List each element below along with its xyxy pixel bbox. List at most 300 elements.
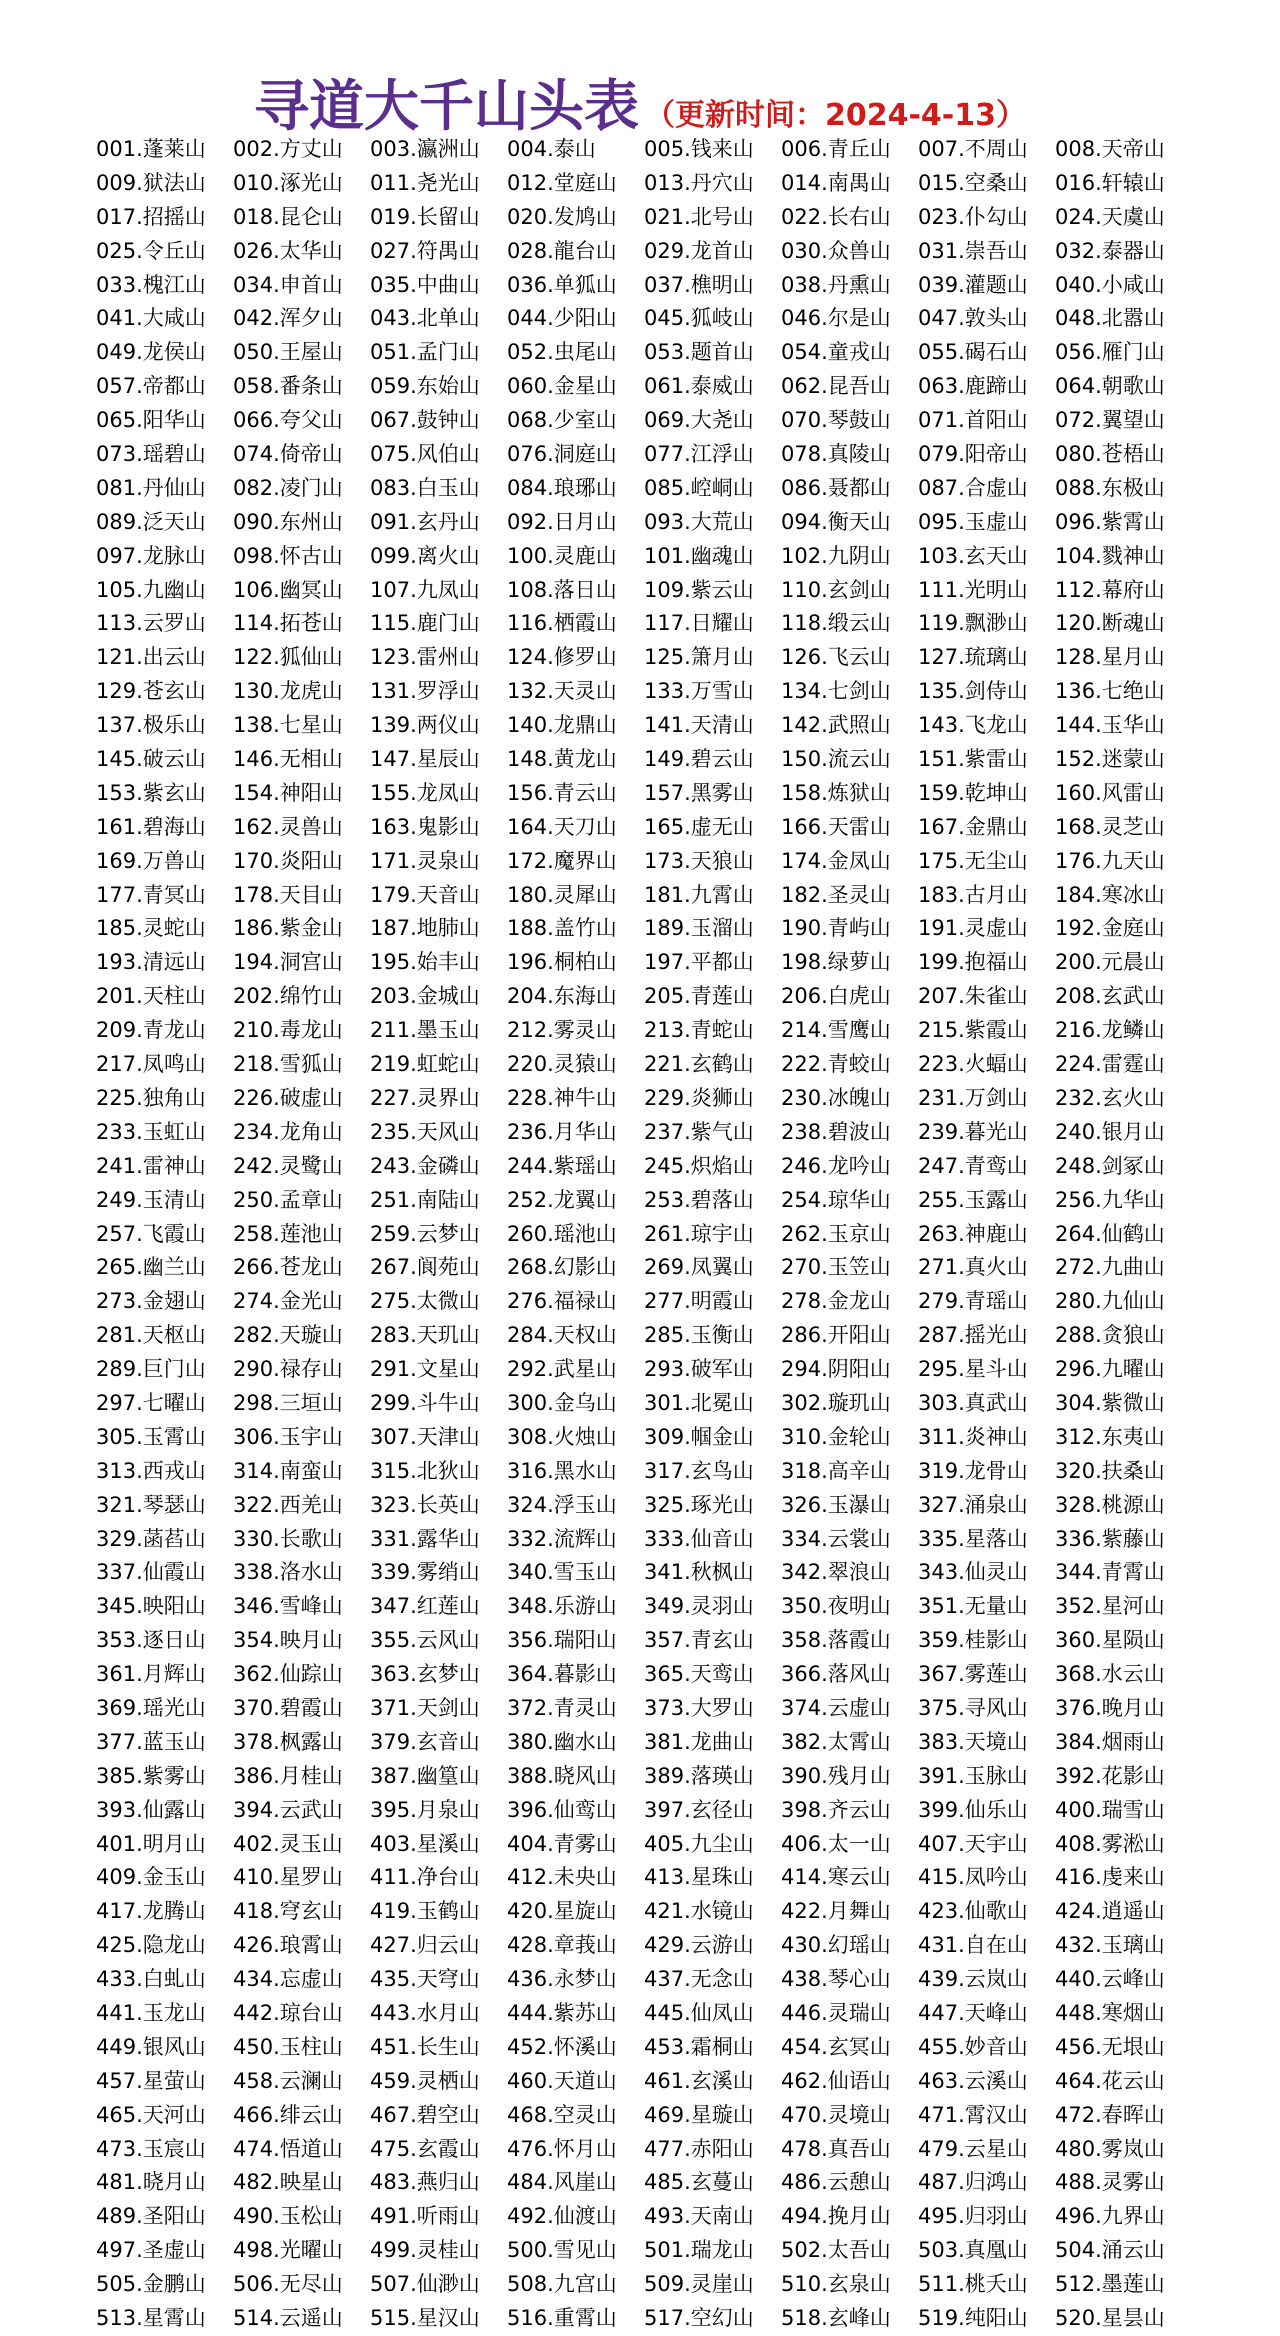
mountain-entry: 407.天宇山 <box>918 1831 1028 1856</box>
mountain-entry: 183.古月山 <box>918 882 1028 907</box>
mountain-entry: 172.魔界山 <box>507 848 617 873</box>
mountain-entry: 038.丹熏山 <box>781 272 891 297</box>
mountain-entry: 117.日耀山 <box>644 611 754 636</box>
mountain-entry: 374.云虚山 <box>781 1695 891 1720</box>
mountain-entry: 148.黄龙山 <box>507 747 617 772</box>
mountain-entry: 416.虔来山 <box>1055 1865 1165 1890</box>
mountain-entry: 507.仙渺山 <box>370 2272 480 2297</box>
mountain-entry: 354.映月山 <box>233 1628 343 1653</box>
mountain-entry: 360.星陨山 <box>1055 1628 1165 1653</box>
mountain-entry: 429.云游山 <box>644 1933 754 1958</box>
mountain-entry: 094.衡天山 <box>781 509 891 534</box>
mountain-entry: 391.玉脉山 <box>918 1763 1028 1788</box>
mountain-entry: 145.破云山 <box>96 747 206 772</box>
mountain-entry: 044.少阳山 <box>507 306 617 331</box>
mountain-entry: 075.风伯山 <box>370 442 480 467</box>
mountain-entry: 368.水云山 <box>1055 1662 1165 1687</box>
mountain-entry: 289.巨门山 <box>96 1357 206 1382</box>
mountain-entry: 397.玄径山 <box>644 1797 754 1822</box>
page-header <box>0 62 1280 138</box>
mountain-entry: 453.霜桐山 <box>644 2034 754 2059</box>
mountain-entry: 238.碧波山 <box>781 1119 891 1144</box>
mountain-entry: 520.星昙山 <box>1055 2306 1165 2330</box>
page-title: 寻道大千山头表 <box>253 74 639 138</box>
mountain-entry: 494.挽月山 <box>781 2204 891 2229</box>
mountain-entry: 278.金龙山 <box>781 1289 891 1314</box>
mountain-entry: 464.花云山 <box>1055 2068 1165 2093</box>
mountain-entry: 043.北单山 <box>370 306 480 331</box>
mountain-entry: 438.琴心山 <box>781 1967 891 1992</box>
mountain-entry: 092.日月山 <box>507 509 617 534</box>
mountain-entry: 055.碣石山 <box>918 340 1028 365</box>
mountain-entry: 111.光明山 <box>918 577 1028 602</box>
mountain-entry: 230.冰魄山 <box>781 1085 891 1110</box>
mountain-entry: 013.丹穴山 <box>644 170 754 195</box>
mountain-entry: 371.天剑山 <box>370 1695 480 1720</box>
mountain-entry: 329.菡萏山 <box>96 1526 206 1551</box>
mountain-entry: 482.映星山 <box>233 2170 343 2195</box>
mountain-entry: 177.青冥山 <box>96 882 206 907</box>
mountain-entry: 093.大荒山 <box>644 509 754 534</box>
mountain-entry: 188.盖竹山 <box>507 916 617 941</box>
mountain-entry: 114.拓苍山 <box>233 611 343 636</box>
mountain-entry: 498.光曜山 <box>233 2238 343 2263</box>
mountain-entry: 086.聂都山 <box>781 475 891 500</box>
mountain-entry: 125.箫月山 <box>644 645 754 670</box>
mountain-entry: 401.明月山 <box>96 1831 206 1856</box>
mountain-entry: 447.天峰山 <box>918 2000 1028 2025</box>
mountain-entry: 432.玉璃山 <box>1055 1933 1165 1958</box>
mountain-entry: 112.幕府山 <box>1055 577 1165 602</box>
mountain-entry: 312.东夷山 <box>1055 1424 1165 1449</box>
mountain-entry: 154.神阳山 <box>233 780 343 805</box>
mountain-entry: 197.平都山 <box>644 950 754 975</box>
mountain-entry: 392.花影山 <box>1055 1763 1165 1788</box>
mountain-entry: 339.雾绡山 <box>370 1560 480 1585</box>
mountain-entry: 156.青云山 <box>507 780 617 805</box>
mountain-entry: 437.无念山 <box>644 1967 754 1992</box>
mountain-entry: 249.玉清山 <box>96 1187 206 1212</box>
mountain-entry: 497.圣虚山 <box>96 2238 206 2263</box>
mountain-entry: 491.听雨山 <box>370 2204 480 2229</box>
mountain-entry: 122.狐仙山 <box>233 645 343 670</box>
mountain-entry: 029.龙首山 <box>644 238 754 263</box>
mountain-entry: 027.符禺山 <box>370 238 480 263</box>
mountain-entry: 300.金乌山 <box>507 1390 617 1415</box>
mountain-entry: 201.天柱山 <box>96 984 206 1009</box>
mountain-entry: 170.炎阳山 <box>233 848 343 873</box>
mountain-entry: 361.月辉山 <box>96 1662 206 1687</box>
mountain-entry: 236.月华山 <box>507 1119 617 1144</box>
mountain-entry: 347.红莲山 <box>370 1594 480 1619</box>
mountain-entry: 219.虹蛇山 <box>370 1052 480 1077</box>
mountain-entry: 175.无尘山 <box>918 848 1028 873</box>
mountain-entry: 457.星萤山 <box>96 2068 206 2093</box>
mountain-entry: 190.青屿山 <box>781 916 891 941</box>
mountain-entry: 071.首阳山 <box>918 408 1028 433</box>
mountain-entry: 157.黑雾山 <box>644 780 754 805</box>
mountain-entry: 512.墨莲山 <box>1055 2272 1165 2297</box>
mountain-entry: 173.天狼山 <box>644 848 754 873</box>
mountain-entry: 390.残月山 <box>781 1763 891 1788</box>
mountain-entry: 137.极乐山 <box>96 713 206 738</box>
mountain-entry: 362.仙踪山 <box>233 1662 343 1687</box>
mountain-entry: 502.太吾山 <box>781 2238 891 2263</box>
mountain-entry: 461.玄溪山 <box>644 2068 754 2093</box>
mountain-entry: 370.碧霞山 <box>233 1695 343 1720</box>
mountain-entry: 080.苍梧山 <box>1055 442 1165 467</box>
mountain-entry: 285.玉衡山 <box>644 1323 754 1348</box>
mountain-entry: 327.涌泉山 <box>918 1492 1028 1517</box>
mountain-entry: 244.紫瑶山 <box>507 1153 617 1178</box>
mountain-entry: 320.扶桑山 <box>1055 1458 1165 1483</box>
mountain-entry: 463.云溪山 <box>918 2068 1028 2093</box>
mountain-entry: 242.灵鹭山 <box>233 1153 343 1178</box>
mountain-entry: 076.洞庭山 <box>507 442 617 467</box>
mountain-entry: 462.仙语山 <box>781 2068 891 2093</box>
mountain-entry: 477.赤阳山 <box>644 2136 754 2161</box>
mountain-entry: 033.槐江山 <box>96 272 206 297</box>
mountain-entry: 366.落风山 <box>781 1662 891 1687</box>
mountain-entry: 307.天津山 <box>370 1424 480 1449</box>
mountain-entry: 061.泰威山 <box>644 374 754 399</box>
mountain-entry: 141.天清山 <box>644 713 754 738</box>
mountain-entry: 304.紫微山 <box>1055 1390 1165 1415</box>
mountain-entry: 012.堂庭山 <box>507 170 617 195</box>
mountain-entry: 262.玉京山 <box>781 1221 891 1246</box>
mountain-entry: 136.七绝山 <box>1055 679 1165 704</box>
mountain-entry: 049.龙侯山 <box>96 340 206 365</box>
mountain-entry: 078.真陵山 <box>781 442 891 467</box>
mountain-entry: 287.摇光山 <box>918 1323 1028 1348</box>
mountain-entry: 336.紫藤山 <box>1055 1526 1165 1551</box>
mountain-entry: 083.白玉山 <box>370 475 480 500</box>
mountain-entry: 121.出云山 <box>96 645 206 670</box>
mountain-entry: 324.浮玉山 <box>507 1492 617 1517</box>
mountain-entry: 007.不周山 <box>918 137 1028 161</box>
mountain-entry: 054.童戎山 <box>781 340 891 365</box>
mountain-entry: 413.星珠山 <box>644 1865 754 1890</box>
mountain-entry: 441.玉龙山 <box>96 2000 206 2025</box>
mountain-entry: 214.雪鹰山 <box>781 1018 891 1043</box>
mountain-entry: 266.苍龙山 <box>233 1255 343 1280</box>
mountain-entry: 096.紫霄山 <box>1055 509 1165 534</box>
mountain-entry: 150.流云山 <box>781 747 891 772</box>
mountain-entry: 483.燕归山 <box>370 2170 480 2195</box>
mountain-entry: 358.落霞山 <box>781 1628 891 1653</box>
mountain-entry: 014.南禺山 <box>781 170 891 195</box>
mountain-entry: 127.琉璃山 <box>918 645 1028 670</box>
mountain-entry: 208.玄武山 <box>1055 984 1165 1009</box>
mountain-entry: 178.天目山 <box>233 882 343 907</box>
mountain-entry: 426.琅霄山 <box>233 1933 343 1958</box>
mountain-entry: 030.众兽山 <box>781 238 891 263</box>
mountain-entry: 510.玄泉山 <box>781 2272 891 2297</box>
mountain-entry: 115.鹿门山 <box>370 611 480 636</box>
mountain-entry: 349.灵羽山 <box>644 1594 754 1619</box>
mountain-entry: 443.水月山 <box>370 2000 480 2025</box>
mountain-entry: 161.碧海山 <box>96 814 206 839</box>
mountain-entry: 428.章莪山 <box>507 1933 617 1958</box>
mountain-entry: 118.缎云山 <box>781 611 891 636</box>
mountain-entry: 504.涌云山 <box>1055 2238 1165 2263</box>
mountain-entry: 215.紫霞山 <box>918 1018 1028 1043</box>
mountain-entry: 488.灵雾山 <box>1055 2170 1165 2195</box>
mountain-entry: 496.九界山 <box>1055 2204 1165 2229</box>
mountain-entry: 144.玉华山 <box>1055 713 1165 738</box>
mountain-entry: 103.玄天山 <box>918 543 1028 568</box>
mountain-entry: 132.天灵山 <box>507 679 617 704</box>
mountain-entry: 102.九阴山 <box>781 543 891 568</box>
mountain-entry: 235.天风山 <box>370 1119 480 1144</box>
mountain-entry: 440.云峰山 <box>1055 1967 1165 1992</box>
mountain-entry: 162.灵兽山 <box>233 814 343 839</box>
mountain-entry: 134.七剑山 <box>781 679 891 704</box>
mountain-entry: 036.单狐山 <box>507 272 617 297</box>
mountain-entry: 417.龙腾山 <box>96 1899 206 1924</box>
mountain-entry: 181.九霄山 <box>644 882 754 907</box>
mountain-entry: 375.寻风山 <box>918 1695 1028 1720</box>
mountain-entry: 276.福禄山 <box>507 1289 617 1314</box>
mountain-entry: 449.银风山 <box>96 2034 206 2059</box>
mountain-entry: 108.落日山 <box>507 577 617 602</box>
mountain-entry: 509.灵崖山 <box>644 2272 754 2297</box>
mountain-entry: 310.金轮山 <box>781 1424 891 1449</box>
mountain-entry: 041.大咸山 <box>96 306 206 331</box>
mountain-entry: 450.玉柱山 <box>233 2034 343 2059</box>
mountain-entry: 405.九尘山 <box>644 1831 754 1856</box>
mountain-entry: 516.重霄山 <box>507 2306 617 2330</box>
mountain-entry: 400.瑞雪山 <box>1055 1797 1165 1822</box>
mountain-entry: 476.怀月山 <box>507 2136 617 2161</box>
mountain-entry: 325.琢光山 <box>644 1492 754 1517</box>
mountain-entry: 506.无尽山 <box>233 2272 343 2297</box>
mountain-entry: 415.凤吟山 <box>918 1865 1028 1890</box>
mountain-entry: 087.合虚山 <box>918 475 1028 500</box>
mountain-entry: 458.云澜山 <box>233 2068 343 2093</box>
mountain-entry: 091.玄丹山 <box>370 509 480 534</box>
mountain-entry: 149.碧云山 <box>644 747 754 772</box>
mountain-entry: 323.长英山 <box>370 1492 480 1517</box>
mountain-entry: 166.天雷山 <box>781 814 891 839</box>
mountain-entry: 383.天境山 <box>918 1729 1028 1754</box>
mountain-entry: 052.虫尾山 <box>507 340 617 365</box>
mountain-entry: 281.天枢山 <box>96 1323 206 1348</box>
mountain-entry: 292.武星山 <box>507 1357 617 1382</box>
mountain-entry: 202.绵竹山 <box>233 984 343 1009</box>
mountain-entry: 344.青霄山 <box>1055 1560 1165 1585</box>
mountain-entry: 015.空桑山 <box>918 170 1028 195</box>
mountain-entry: 210.毒龙山 <box>233 1018 343 1043</box>
mountain-entry: 489.圣阳山 <box>96 2204 206 2229</box>
mountain-entry: 196.桐柏山 <box>507 950 617 975</box>
mountain-entry: 067.鼓钟山 <box>370 408 480 433</box>
mountain-entry: 297.七曜山 <box>96 1390 206 1415</box>
mountain-entry: 160.风雷山 <box>1055 780 1165 805</box>
mountain-entry: 113.云罗山 <box>96 611 206 636</box>
mountain-entry: 469.星璇山 <box>644 2102 754 2127</box>
mountain-entry: 341.秋枫山 <box>644 1560 754 1585</box>
mountain-entry: 283.天玑山 <box>370 1323 480 1348</box>
mountain-entry: 211.墨玉山 <box>370 1018 480 1043</box>
mountain-entry: 106.幽冥山 <box>233 577 343 602</box>
mountain-entry: 024.天虞山 <box>1055 204 1165 229</box>
mountain-entry: 435.天穹山 <box>370 1967 480 1992</box>
mountain-entry: 511.桃夭山 <box>918 2272 1028 2297</box>
mountain-entry: 239.暮光山 <box>918 1119 1028 1144</box>
mountain-entry: 293.破军山 <box>644 1357 754 1382</box>
mountain-entry: 062.昆吾山 <box>781 374 891 399</box>
mountain-entry: 367.雾莲山 <box>918 1662 1028 1687</box>
mountain-entry: 005.钱来山 <box>644 137 754 161</box>
mountain-entry: 224.雷霆山 <box>1055 1052 1165 1077</box>
mountain-entry: 001.蓬莱山 <box>96 137 206 161</box>
mountain-entry: 387.幽篁山 <box>370 1763 480 1788</box>
mountain-entry: 245.炽焰山 <box>644 1153 754 1178</box>
mountain-entry: 393.仙露山 <box>96 1797 206 1822</box>
mountain-entry: 203.金城山 <box>370 984 480 1009</box>
mountain-entry: 420.星旋山 <box>507 1899 617 1924</box>
mountain-entry: 301.北冕山 <box>644 1390 754 1415</box>
mountain-entry: 070.琴鼓山 <box>781 408 891 433</box>
mountain-entry: 513.星霄山 <box>96 2306 206 2330</box>
mountain-entry: 486.云憩山 <box>781 2170 891 2195</box>
mountain-entry: 124.修罗山 <box>507 645 617 670</box>
mountain-entry: 257.飞霞山 <box>96 1221 206 1246</box>
mountain-entry: 056.雁门山 <box>1055 340 1165 365</box>
mountain-entry: 011.尧光山 <box>370 170 480 195</box>
mountain-entry: 048.北嚣山 <box>1055 306 1165 331</box>
mountain-entry: 077.江浮山 <box>644 442 754 467</box>
mountain-entry: 037.樵明山 <box>644 272 754 297</box>
mountain-entry: 074.倚帝山 <box>233 442 343 467</box>
mountain-entry: 053.题首山 <box>644 340 754 365</box>
mountain-entry: 129.苍玄山 <box>96 679 206 704</box>
mountain-entry: 514.云遥山 <box>233 2306 343 2330</box>
mountain-entry: 232.玄火山 <box>1055 1085 1165 1110</box>
mountain-entry: 313.西戎山 <box>96 1458 206 1483</box>
mountain-entry: 016.轩辕山 <box>1055 170 1165 195</box>
mountain-entry: 467.碧空山 <box>370 2102 480 2127</box>
mountain-entry: 185.灵蛇山 <box>96 916 206 941</box>
mountain-entry: 424.逍遥山 <box>1055 1899 1165 1924</box>
mountain-entry: 063.鹿蹄山 <box>918 374 1028 399</box>
mountain-entry: 314.南蛮山 <box>233 1458 343 1483</box>
mountain-entry: 500.雪见山 <box>507 2238 617 2263</box>
mountain-entry: 240.银月山 <box>1055 1119 1165 1144</box>
mountain-entry: 084.琅琊山 <box>507 475 617 500</box>
mountain-entry: 317.玄鸟山 <box>644 1458 754 1483</box>
mountain-entry: 159.乾坤山 <box>918 780 1028 805</box>
mountain-entry: 182.圣灵山 <box>781 882 891 907</box>
mountain-entry: 425.隐龙山 <box>96 1933 206 1958</box>
mountain-entry: 474.悟道山 <box>233 2136 343 2161</box>
mountain-entry: 308.火烛山 <box>507 1424 617 1449</box>
mountain-entry: 198.绿萝山 <box>781 950 891 975</box>
mountain-entry: 503.真凰山 <box>918 2238 1028 2263</box>
mountain-entry: 342.翠浪山 <box>781 1560 891 1585</box>
mountain-entry: 332.流辉山 <box>507 1526 617 1551</box>
mountain-entry: 047.敦头山 <box>918 306 1028 331</box>
mountain-entry: 309.帼金山 <box>644 1424 754 1449</box>
mountain-entry: 473.玉宸山 <box>96 2136 206 2161</box>
mountain-entry: 151.紫雷山 <box>918 747 1028 772</box>
mountain-entry: 456.无垠山 <box>1055 2034 1165 2059</box>
mountain-entry: 340.雪玉山 <box>507 1560 617 1585</box>
mountain-entry: 260.瑶池山 <box>507 1221 617 1246</box>
mountain-entry: 436.永梦山 <box>507 1967 617 1992</box>
mountain-entry: 034.申首山 <box>233 272 343 297</box>
mountain-entry: 158.炼狱山 <box>781 780 891 805</box>
mountain-entry: 045.狐岐山 <box>644 306 754 331</box>
mountain-entry: 430.幻瑶山 <box>781 1933 891 1958</box>
mountain-entry: 396.仙鸾山 <box>507 1797 617 1822</box>
mountain-entry: 298.三垣山 <box>233 1390 343 1415</box>
mountain-entry: 470.灵境山 <box>781 2102 891 2127</box>
mountain-entry: 479.云星山 <box>918 2136 1028 2161</box>
mountain-entry: 252.龙翼山 <box>507 1187 617 1212</box>
mountain-entry: 189.玉溜山 <box>644 916 754 941</box>
mountain-entry: 216.龙鳞山 <box>1055 1018 1165 1043</box>
mountain-entry: 369.瑶光山 <box>96 1695 206 1720</box>
mountain-entry: 378.枫露山 <box>233 1729 343 1754</box>
mountain-entry: 379.玄音山 <box>370 1729 480 1754</box>
mountain-entry: 065.阳华山 <box>96 408 206 433</box>
mountain-entry: 165.虚无山 <box>644 814 754 839</box>
mountain-entry: 515.星汉山 <box>370 2306 480 2330</box>
mountain-entry: 039.灌题山 <box>918 272 1028 297</box>
mountain-entry: 213.青蛇山 <box>644 1018 754 1043</box>
mountain-entry: 101.幽魂山 <box>644 543 754 568</box>
mountain-entry: 330.长歌山 <box>233 1526 343 1551</box>
mountain-entry: 116.栖霞山 <box>507 611 617 636</box>
mountain-entry: 253.碧落山 <box>644 1187 754 1212</box>
mountain-entry: 100.灵鹿山 <box>507 543 617 568</box>
mountain-entry: 168.灵芝山 <box>1055 814 1165 839</box>
mountain-entry: 490.玉松山 <box>233 2204 343 2229</box>
mountain-entry: 142.武照山 <box>781 713 891 738</box>
mountain-entry: 423.仙歌山 <box>918 1899 1028 1924</box>
mountain-entry: 191.灵虚山 <box>918 916 1028 941</box>
mountain-entry: 485.玄蔓山 <box>644 2170 754 2195</box>
mountain-entry: 373.大罗山 <box>644 1695 754 1720</box>
mountain-entry: 046.尔是山 <box>781 306 891 331</box>
mountain-entry: 256.九华山 <box>1055 1187 1165 1212</box>
mountain-entry: 291.文星山 <box>370 1357 480 1382</box>
mountain-entry: 284.天权山 <box>507 1323 617 1348</box>
mountain-entry: 133.万雪山 <box>644 679 754 704</box>
mountain-entry: 032.泰器山 <box>1055 238 1165 263</box>
mountain-entry: 499.灵桂山 <box>370 2238 480 2263</box>
mountain-entry: 265.幽兰山 <box>96 1255 206 1280</box>
mountain-entry: 227.灵界山 <box>370 1085 480 1110</box>
mountain-entry: 090.东州山 <box>233 509 343 534</box>
mountain-entry: 439.云岚山 <box>918 1967 1028 1992</box>
mountain-entry: 282.天璇山 <box>233 1323 343 1348</box>
mountain-entry: 505.金鹏山 <box>96 2272 206 2297</box>
mountain-entry: 187.地肺山 <box>370 916 480 941</box>
mountain-entry: 395.月泉山 <box>370 1797 480 1822</box>
mountain-entry: 008.天帝山 <box>1055 137 1165 161</box>
mountain-entry: 042.浑夕山 <box>233 306 343 331</box>
mountain-entry: 460.天道山 <box>507 2068 617 2093</box>
mountain-entry: 328.桃源山 <box>1055 1492 1165 1517</box>
mountain-entry: 359.桂影山 <box>918 1628 1028 1653</box>
mountain-entry: 433.白虬山 <box>96 1967 206 1992</box>
mountain-entry: 398.齐云山 <box>781 1797 891 1822</box>
mountain-entry: 306.玉宇山 <box>233 1424 343 1449</box>
mountain-entry: 365.天鸾山 <box>644 1662 754 1687</box>
